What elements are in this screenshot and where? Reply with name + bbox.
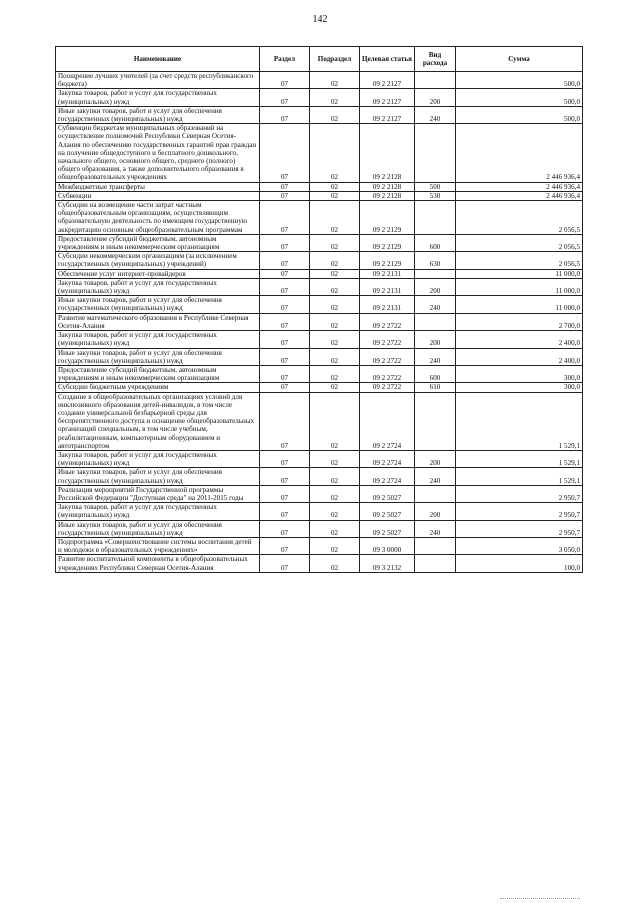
- row-statya: 09 2 2128: [360, 124, 415, 182]
- row-vid: 630: [415, 252, 456, 269]
- row-razdel: 07: [260, 537, 310, 554]
- row-name: Субсидии на возмещение части затрат частным общеобразовательным организациям, осуществляющим образовательную деятельность по имеющим государственную аккредитацию основным общеобразовательным программам: [56, 201, 260, 235]
- row-statya: 09 2 5027: [360, 485, 415, 502]
- row-statya: 09 2 2131: [360, 296, 415, 313]
- row-name: Субсидии бюджетным учреждениям: [56, 383, 260, 392]
- row-name: Обеспечение услуг интернет-провайдеров: [56, 269, 260, 278]
- table-row: [56, 503, 583, 520]
- row-vid: [415, 392, 456, 450]
- row-statya: 09 2 2724: [360, 392, 415, 450]
- row-summa: 500,0: [456, 72, 583, 89]
- row-statya: 09 2 2128: [360, 182, 415, 191]
- row-summa: 500,0: [456, 89, 583, 106]
- table-row: [56, 234, 583, 251]
- row-vid: 530: [415, 191, 456, 200]
- header-statya: Целевая статья: [360, 47, 415, 72]
- row-podrazdel: 02: [310, 72, 360, 89]
- table-body: [56, 72, 583, 573]
- row-name: Субсидии некоммерческим организациям (за исключением государственных (муниципальных) учреждений): [56, 252, 260, 269]
- row-podrazdel: 02: [310, 450, 360, 467]
- row-vid: 600: [415, 365, 456, 382]
- row-razdel: 07: [260, 89, 310, 106]
- table-row: [56, 89, 583, 106]
- table-row: [56, 331, 583, 348]
- row-vid: [415, 72, 456, 89]
- table-row: [56, 468, 583, 485]
- table-row: [56, 520, 583, 537]
- page-bottom-divider: [500, 898, 580, 899]
- row-statya: 09 3 0000: [360, 537, 415, 554]
- row-summa: 500,0: [456, 106, 583, 123]
- row-statya: 09 2 2129: [360, 234, 415, 251]
- table-row: [56, 555, 583, 572]
- row-summa: 1 529,1: [456, 468, 583, 485]
- row-podrazdel: 02: [310, 89, 360, 106]
- row-name: Реализация мероприятий Государственной программы Российской Федерации "Доступная среда" на 2011-2015 годы: [56, 485, 260, 502]
- row-vid: [415, 555, 456, 572]
- row-vid: 240: [415, 106, 456, 123]
- row-statya: 09 2 2127: [360, 72, 415, 89]
- row-podrazdel: 02: [310, 503, 360, 520]
- row-razdel: 07: [260, 313, 310, 330]
- row-razdel: 07: [260, 383, 310, 392]
- row-statya: 09 2 2129: [360, 201, 415, 235]
- row-summa: 2 446 936,4: [456, 191, 583, 200]
- row-podrazdel: 02: [310, 234, 360, 251]
- table-row: [56, 124, 583, 182]
- row-podrazdel: 02: [310, 269, 360, 278]
- row-summa: 2 400,0: [456, 348, 583, 365]
- row-summa: 100,0: [456, 555, 583, 572]
- row-podrazdel: 02: [310, 201, 360, 235]
- row-podrazdel: 02: [310, 468, 360, 485]
- row-summa: 2 400,0: [456, 331, 583, 348]
- row-vid: [415, 313, 456, 330]
- row-summa: 1 529,1: [456, 392, 583, 450]
- row-vid: 600: [415, 234, 456, 251]
- row-vid: [415, 201, 456, 235]
- row-summa: 300,0: [456, 365, 583, 382]
- row-podrazdel: 02: [310, 252, 360, 269]
- row-name: Подпрограмма «Совершенствование системы воспитания детей и молодежи в образовательных учреждениях»: [56, 537, 260, 554]
- row-summa: 1 529,1: [456, 450, 583, 467]
- row-statya: 09 2 2722: [360, 365, 415, 382]
- row-razdel: 07: [260, 124, 310, 182]
- table-row: [56, 313, 583, 330]
- row-statya: 09 2 2129: [360, 252, 415, 269]
- row-razdel: 07: [260, 555, 310, 572]
- table-header-row: [56, 47, 583, 72]
- row-razdel: 07: [260, 182, 310, 191]
- row-vid: 200: [415, 450, 456, 467]
- row-name: Субвенции бюджетам муниципальных образований на осуществление полномочий Республики Северная Осетия-Алания по обеспечению государственных гарантий прав граждан на получение общедоступного и бесплатного дошкольного, начального общего, основного общего, среднего (полного) общего образования, а также дополнительного образования в общеобразовательных учреждениях: [56, 124, 260, 182]
- row-name: Субвенции: [56, 191, 260, 200]
- row-summa: 2 056,5: [456, 252, 583, 269]
- row-summa: 11 000,0: [456, 269, 583, 278]
- table-row: [56, 252, 583, 269]
- row-name: Развитие воспитательной компоненты в общеобразовательных учреждениях Республики Северная Осетия-Алания: [56, 555, 260, 572]
- row-name: Закупка товаров, работ и услуг для государственных (муниципальных) нужд: [56, 278, 260, 295]
- row-name: Закупка товаров, работ и услуг для государственных (муниципальных) нужд: [56, 450, 260, 467]
- row-razdel: 07: [260, 234, 310, 251]
- row-name: Иные закупки товаров, работ и услуг для обеспечения государственных (муниципальных) нужд: [56, 520, 260, 537]
- row-name: Предоставление субсидий бюджетным, автономным учреждениям и иным некоммерческим организациям: [56, 234, 260, 251]
- row-razdel: 07: [260, 365, 310, 382]
- row-razdel: 07: [260, 392, 310, 450]
- row-name: Поощрение лучших учителей (за счет средств республиканского бюджета): [56, 72, 260, 89]
- table-row: [56, 348, 583, 365]
- row-summa: 2 446 936,4: [456, 182, 583, 191]
- row-name: Развитие математического образования в Республике Северная Осетия-Алания: [56, 313, 260, 330]
- row-summa: 2 446 936,4: [456, 124, 583, 182]
- row-razdel: 07: [260, 191, 310, 200]
- row-summa: 2 950,7: [456, 520, 583, 537]
- row-podrazdel: 02: [310, 485, 360, 502]
- row-summa: 3 050,0: [456, 537, 583, 554]
- row-razdel: 07: [260, 503, 310, 520]
- table-row: [56, 365, 583, 382]
- header-name: Наименование: [56, 47, 260, 72]
- row-podrazdel: 02: [310, 555, 360, 572]
- row-razdel: 07: [260, 485, 310, 502]
- row-razdel: 07: [260, 450, 310, 467]
- row-summa: 2 700,0: [456, 313, 583, 330]
- row-name: Иные закупки товаров, работ и услуг для обеспечения государственных (муниципальных) нужд: [56, 106, 260, 123]
- row-podrazdel: 02: [310, 383, 360, 392]
- budget-table: [55, 46, 583, 573]
- table-row: [56, 450, 583, 467]
- row-vid: 240: [415, 520, 456, 537]
- row-name: Создание в общеобразовательных организациях условий для инклюзивного образования детей-инвалидов, в том числе создание универсальной безбарьерной среды для беспрепятственного доступа и оснащение общеобразовательных организаций специальным, в том числе учебным, реабилитационным, компьютерным оборудованием и автотранспортом: [56, 392, 260, 450]
- row-statya: 09 2 5027: [360, 503, 415, 520]
- row-statya: 09 2 2127: [360, 89, 415, 106]
- row-name: Иные закупки товаров, работ и услуг для обеспечения государственных (муниципальных) нужд: [56, 348, 260, 365]
- row-vid: 200: [415, 503, 456, 520]
- row-statya: 09 2 2131: [360, 269, 415, 278]
- row-statya: 09 2 2127: [360, 106, 415, 123]
- page-number: 142: [312, 14, 328, 25]
- row-razdel: 07: [260, 252, 310, 269]
- row-podrazdel: 02: [310, 191, 360, 200]
- table-row: [56, 278, 583, 295]
- header-razdel: Раздел: [260, 47, 310, 72]
- row-vid: 200: [415, 278, 456, 295]
- row-podrazdel: 02: [310, 313, 360, 330]
- header-podrazdel: Подраздел: [310, 47, 360, 72]
- row-statya: 09 2 2724: [360, 468, 415, 485]
- table-row: [56, 296, 583, 313]
- row-podrazdel: 02: [310, 537, 360, 554]
- table-row: [56, 269, 583, 278]
- row-podrazdel: 02: [310, 348, 360, 365]
- row-summa: 11 000,0: [456, 296, 583, 313]
- row-statya: 09 2 2724: [360, 450, 415, 467]
- header-summa: Сумма: [456, 47, 583, 72]
- row-summa: 300,0: [456, 383, 583, 392]
- row-vid: 610: [415, 383, 456, 392]
- row-vid: 240: [415, 296, 456, 313]
- row-name: Закупка товаров, работ и услуг для государственных (муниципальных) нужд: [56, 331, 260, 348]
- table-row: [56, 191, 583, 200]
- row-summa: 2 950,7: [456, 485, 583, 502]
- table-row: [56, 392, 583, 450]
- row-podrazdel: 02: [310, 331, 360, 348]
- header-vid: Вид расхода: [415, 47, 456, 72]
- row-podrazdel: 02: [310, 182, 360, 191]
- row-vid: [415, 485, 456, 502]
- row-name: Иные закупки товаров, работ и услуг для обеспечения государственных (муниципальных) нужд: [56, 468, 260, 485]
- row-statya: 09 2 2131: [360, 278, 415, 295]
- row-vid: [415, 124, 456, 182]
- table-row: [56, 537, 583, 554]
- row-podrazdel: 02: [310, 520, 360, 537]
- row-name: Иные закупки товаров, работ и услуг для обеспечения государственных (муниципальных) нужд: [56, 296, 260, 313]
- row-podrazdel: 02: [310, 365, 360, 382]
- row-razdel: 07: [260, 348, 310, 365]
- row-razdel: 07: [260, 72, 310, 89]
- row-summa: 2 056,5: [456, 234, 583, 251]
- row-summa: 2 056,5: [456, 201, 583, 235]
- row-statya: 09 2 5027: [360, 520, 415, 537]
- table-row: [56, 383, 583, 392]
- row-statya: 09 2 2722: [360, 313, 415, 330]
- row-statya: 09 2 2128: [360, 191, 415, 200]
- row-vid: [415, 269, 456, 278]
- row-name: Межбюджетные трансферты: [56, 182, 260, 191]
- row-name: Предоставление субсидий бюджетным, автономным учреждениям и иным некоммерческим организациям: [56, 365, 260, 382]
- table-row: [56, 485, 583, 502]
- row-podrazdel: 02: [310, 296, 360, 313]
- row-razdel: 07: [260, 331, 310, 348]
- row-statya: 09 3 2132: [360, 555, 415, 572]
- row-razdel: 07: [260, 468, 310, 485]
- row-podrazdel: 02: [310, 124, 360, 182]
- row-summa: 2 950,7: [456, 503, 583, 520]
- row-summa: 11 000,0: [456, 278, 583, 295]
- row-vid: 240: [415, 468, 456, 485]
- row-razdel: 07: [260, 269, 310, 278]
- row-razdel: 07: [260, 201, 310, 235]
- row-name: Закупка товаров, работ и услуг для государственных (муниципальных) нужд: [56, 89, 260, 106]
- row-podrazdel: 02: [310, 278, 360, 295]
- row-statya: 09 2 2722: [360, 331, 415, 348]
- row-razdel: 07: [260, 520, 310, 537]
- table-row: [56, 72, 583, 89]
- row-podrazdel: 02: [310, 106, 360, 123]
- row-vid: 200: [415, 331, 456, 348]
- row-statya: 09 2 2722: [360, 348, 415, 365]
- table-row: [56, 201, 583, 235]
- row-vid: 200: [415, 89, 456, 106]
- table-row: [56, 182, 583, 191]
- row-razdel: 07: [260, 278, 310, 295]
- table-row: [56, 106, 583, 123]
- row-vid: 500: [415, 182, 456, 191]
- row-statya: 09 2 2722: [360, 383, 415, 392]
- row-razdel: 07: [260, 106, 310, 123]
- row-vid: 240: [415, 348, 456, 365]
- row-name: Закупка товаров, работ и услуг для государственных (муниципальных) нужд: [56, 503, 260, 520]
- row-razdel: 07: [260, 296, 310, 313]
- row-vid: [415, 537, 456, 554]
- row-podrazdel: 02: [310, 392, 360, 450]
